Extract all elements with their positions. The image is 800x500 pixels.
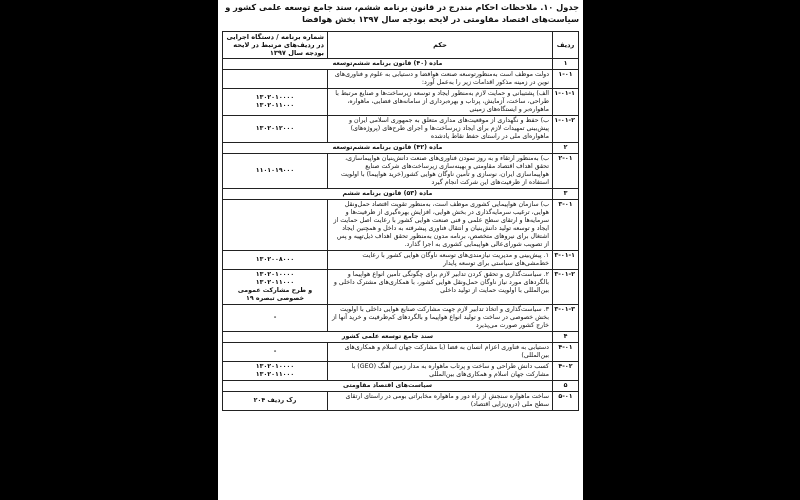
table-header-row [223, 32, 579, 59]
table-row [223, 270, 579, 305]
rule-text: دولت موظف است به‌منظور‌توسعه صنعت هوافضا و دستیابی به علوم و فناوری‌های نوین در زمینه مذکور اقدامات زیر را به‌عمل آورد: [328, 70, 553, 89]
section-row [223, 332, 579, 343]
section-title: سیاست‌های اقتصاد مقاومتی [223, 381, 553, 392]
rule-text: ۱. پیش‌بینی و مدیریت نیازمندی‌های ‌توسعه ناوگان هوایی کشور با رعایت خط‌مشی‌های ‌سیاستی برای ‌توسعه پایدار [328, 251, 553, 270]
section-row [223, 381, 579, 392]
program-number: ۱۳۰۲۰۰۸۰۰۰ [255, 256, 295, 263]
program-number-cell [223, 305, 328, 332]
section-row [223, 189, 579, 200]
program-number: ۱۱۰۱۰۱۹۰۰۰ [255, 167, 295, 174]
table-row [223, 392, 579, 411]
rule-text: ب) به‌منظور ارتقاء و به روز نمودن فناوری‌های صنعت دانش‌بنیان هواپیماسازی، تحقق اهداف اقتصاد مقاومتی و بهینه‌سازی زیرساخت‌های شرکت صنایع هواپیماسازی ایران، نوسازی و تأمین ناوگان هوایی کشور(خرید هواپیما) با اولویت استفاده از ظرفیت‌های این شرکت انجام گیرد [328, 154, 553, 189]
program-number: ۱۳۰۲۰۱۰۰۰۰ [255, 363, 295, 370]
program-number-cell [223, 154, 328, 189]
row-number: ۳-۰۱-۲ [553, 270, 579, 305]
program-number-cell [223, 116, 328, 143]
rule-text: الف) پشتیبانی و حمایت لازم به‌منظور ایجاد و ‌توسعه زیرساخت‌ها و صنایع مرتبط با طراحی، ساخت، آزمایش، پرتاب و بهره‌برداری از سامانه‌های فضایی، ماهواره، ماهواره‌بر و ایستگاه‌های زمینی [328, 89, 553, 116]
title-line-1: جدول ۱۰. ملاحظات احکام مندرج در قانون برنامه ششم، سند جامع توسعه علمی کشور و [225, 2, 579, 12]
header-row-number: ردیف [553, 32, 579, 59]
row-number: ۵ [553, 381, 579, 392]
row-number: ۴-۰۲ [553, 362, 579, 381]
document-title [218, 0, 583, 27]
header-program-number: شماره برنامه / دستگاه اجرایی در ردیف‌های مرتبط در لایحه بودجه سال ۱۳۹۷ [223, 32, 328, 59]
row-number: ۱ [553, 59, 579, 70]
section-row [223, 143, 579, 154]
program-number-cell [223, 70, 328, 89]
table-row [223, 305, 579, 332]
rule-text: ۳. سیاست‌گذاری و اتخاذ ‌تدابیر لازم جهت مشارکت صنایع هوایی داخلی با اولویت بخش خصوصی در ساخت و تولید انواع هواپیما و بالگردهای کم‌ظرفیت و خرید آنها از خارج کشور صورت می‌پذیرد [328, 305, 553, 332]
section-title: ماده (۵۳) قانون برنامه ششم [223, 189, 553, 200]
program-number-cell [223, 392, 328, 411]
provisions-table [222, 31, 579, 411]
row-number: ۳-۰۱-۱ [553, 251, 579, 270]
program-number-cell [223, 343, 328, 362]
table-row [223, 154, 579, 189]
program-number: ۱۳۰۲۰۱۰۰۰۰ [255, 271, 295, 278]
section-title: ماده (۴۰) قانون برنامه ششم‌توسعه [223, 59, 553, 70]
row-number: ۲-۰۱ [553, 154, 579, 189]
program-number: رک ردیف ۲۰۴ [253, 397, 297, 404]
table-row [223, 116, 579, 143]
title-line-2: سیاست‌های اقتصاد مقاومتی در لایحه بودجه سال ۱۳۹۷ بخش هوافضا [302, 14, 579, 24]
program-number: - [273, 348, 277, 355]
header-rule: حکم [328, 32, 553, 59]
program-number-cell [223, 362, 328, 381]
rule-text: ب) حفظ و نگهداری از موقعیت‌های مداری متعلق به جمهوری اسلامی ایران و پیش‌بینی تمهیدات لازم برای ایجاد زیرساخت‌ها و اجرای طرح‌های (پروژه‌های) ماهواره‌ای ملی در راستای حفظ نقاط یادشده [328, 116, 553, 143]
section-title: ماده (۴۲) قانون برنامه ششم‌توسعه [223, 143, 553, 154]
program-number: - [273, 314, 277, 321]
program-number: ۱۳۰۲۰۱۱۰۰۰ [255, 279, 295, 286]
row-number: ۴ [553, 332, 579, 343]
table-row [223, 251, 579, 270]
row-number: ۱-۰۱ [553, 70, 579, 89]
row-number: ۳-۰۱-۳ [553, 305, 579, 332]
section-title: سند جامع توسعه علمی کشور [223, 332, 553, 343]
rule-text: دستیابی به فناوری اعزام انسان به فضا (با مشارکت جهان اسلام و همکاری‌های بین‌المللی) [328, 343, 553, 362]
table-row [223, 200, 579, 251]
program-number-cell [223, 89, 328, 116]
program-number: و طرح مشارکت عمومی خصوصی تبصره ۱۹ [237, 287, 313, 302]
row-number: ۲ [553, 143, 579, 154]
program-number-cell [223, 200, 328, 251]
program-number: ۱۳۰۲۰۱۱۰۰۰ [255, 102, 295, 109]
row-number: ۱-۰۱-۲ [553, 116, 579, 143]
row-number: ۴-۰۱ [553, 343, 579, 362]
row-number: ۵-۰۱ [553, 392, 579, 411]
rule-text: کسب دانش طراحی و ساخت و پرتاب ماهواره به مدار زمین آهنگ (GEO) با مشارکت جهان اسلام و همکاری‌های بین‌المللی [328, 362, 553, 381]
rule-text: ساخت ماهواره سنجش از راه دور و ماهواره مخابراتی بومی در راستای ارتقای سطح ملی (درون‌زایی اقتصاد) [328, 392, 553, 411]
row-number: ۳-۰۱ [553, 200, 579, 251]
program-number: ۱۳۰۲۰۱۱۰۰۰ [255, 371, 295, 378]
program-number-cell [223, 251, 328, 270]
row-number: ۳ [553, 189, 579, 200]
table-row [223, 362, 579, 381]
program-number: ۱۳۰۲۰۱۰۰۰۰ [255, 94, 295, 101]
rule-text: ب) سازمان هواپیمایی کشوری موظف است، به‌منظور تقویت اقتصاد حمل‌ونقل هوایی، ترغیب سرمایه‌گذاری در بخش هوایی، افزایش بهره‌گیری از ظرفیت‌ها و سرمایه‌ها و ارتقای سطح علمی و فنی صنعت هوایی کشور با رعایت اصل حمایت از ایجاد و ‌توسعه تولید دانش‌بنیان و انتقال فناوری پیشرفته به داخل و همچنین ایجاد اشتغال برای نیروهای متخصص، برنامه مدون به‌منظور تحقق اهداف ذیل‌تهیه و پس از تصویب شورای‌عالی هواپیمایی کشوری به اجرا گذارد. [328, 200, 553, 251]
program-number-cell [223, 270, 328, 305]
table-body [223, 59, 579, 411]
row-number: ۱-۰۱-۱ [553, 89, 579, 116]
table-row [223, 89, 579, 116]
table-row [223, 70, 579, 89]
rule-text: ۲. سیاست‌گذاری و تحقق کردن ‌تدابیر لازم برای چگونگی تأمین انواع هواپیما و بالگردهای مورد نیاز ناوگان حمل‌ونقل هوایی کشور، با همکاری‌های مشترک داخلی و بین‌المللی با اولویت حمایت از تولید داخلی [328, 270, 553, 305]
section-row [223, 59, 579, 70]
program-number: ۱۳۰۲۰۱۲۰۰۰ [255, 125, 295, 132]
document-page [218, 0, 583, 500]
table-row [223, 343, 579, 362]
